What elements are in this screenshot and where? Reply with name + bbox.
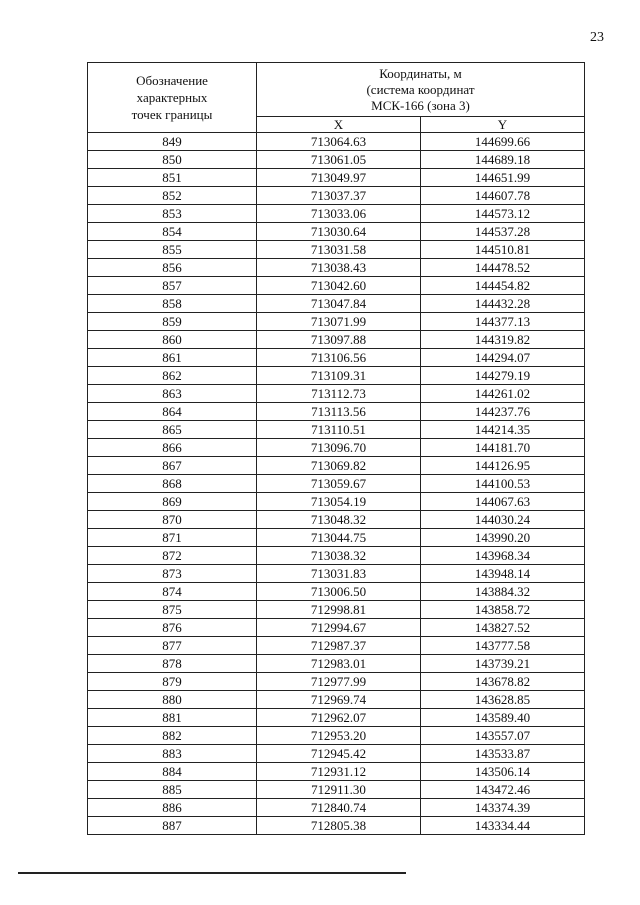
table-row <box>88 799 585 817</box>
point-number-cell: 849 <box>88 133 257 151</box>
x-coordinate-cell: 712911.30 <box>257 781 421 799</box>
y-coordinate-cell: 144454.82 <box>421 277 585 295</box>
x-coordinate-cell: 713061.05 <box>257 151 421 169</box>
table-row <box>88 313 585 331</box>
table-row <box>88 601 585 619</box>
x-coordinate-cell: 713048.32 <box>257 511 421 529</box>
x-coordinate-cell: 712994.67 <box>257 619 421 637</box>
x-coordinate-cell: 713071.99 <box>257 313 421 331</box>
point-number-cell: 850 <box>88 151 257 169</box>
point-number-cell: 876 <box>88 619 257 637</box>
point-number-cell: 874 <box>88 583 257 601</box>
coordinates-header <box>257 63 585 117</box>
y-coordinate-cell: 144294.07 <box>421 349 585 367</box>
table-row <box>88 295 585 313</box>
table-row <box>88 781 585 799</box>
point-number-cell: 878 <box>88 655 257 673</box>
y-coordinate-cell: 143777.58 <box>421 637 585 655</box>
x-coordinate-cell: 712805.38 <box>257 817 421 835</box>
y-coordinate-cell: 143589.40 <box>421 709 585 727</box>
y-coordinate-cell: 143506.14 <box>421 763 585 781</box>
table-row <box>88 691 585 709</box>
header-line: МСК-166 (зона 3) <box>371 97 470 113</box>
point-number-cell: 875 <box>88 601 257 619</box>
point-number-cell: 865 <box>88 421 257 439</box>
table-row <box>88 403 585 421</box>
point-number-cell: 877 <box>88 637 257 655</box>
point-number-cell: 856 <box>88 259 257 277</box>
table-row <box>88 457 585 475</box>
x-coordinate-cell: 713006.50 <box>257 583 421 601</box>
y-coordinate-cell: 144279.19 <box>421 367 585 385</box>
table-row <box>88 277 585 295</box>
table-row <box>88 331 585 349</box>
x-coordinate-cell: 712945.42 <box>257 745 421 763</box>
x-coordinate-cell: 712931.12 <box>257 763 421 781</box>
table-row <box>88 817 585 835</box>
point-number-cell: 854 <box>88 223 257 241</box>
point-number-cell: 864 <box>88 403 257 421</box>
y-coordinate-cell: 144181.70 <box>421 439 585 457</box>
point-number-cell: 859 <box>88 313 257 331</box>
x-coordinate-cell: 713054.19 <box>257 493 421 511</box>
table-row <box>88 619 585 637</box>
table-row <box>88 349 585 367</box>
x-coordinate-cell: 713059.67 <box>257 475 421 493</box>
point-number-cell: 872 <box>88 547 257 565</box>
table-row <box>88 439 585 457</box>
table-row <box>88 367 585 385</box>
x-coordinate-cell: 712998.81 <box>257 601 421 619</box>
point-number-cell: 852 <box>88 187 257 205</box>
point-number-cell: 883 <box>88 745 257 763</box>
y-coordinate-cell: 143827.52 <box>421 619 585 637</box>
y-coordinate-cell: 144689.18 <box>421 151 585 169</box>
point-number-cell: 867 <box>88 457 257 475</box>
table-row <box>88 385 585 403</box>
table-row <box>88 637 585 655</box>
table-row <box>88 565 585 583</box>
x-coordinate-cell: 713113.56 <box>257 403 421 421</box>
point-number-cell: 851 <box>88 169 257 187</box>
x-coordinate-cell: 713047.84 <box>257 295 421 313</box>
table-row <box>88 673 585 691</box>
point-number-cell: 881 <box>88 709 257 727</box>
y-coordinate-cell: 144510.81 <box>421 241 585 259</box>
coordinates-table <box>87 62 585 835</box>
x-coordinate-cell: 713110.51 <box>257 421 421 439</box>
table-row <box>88 763 585 781</box>
y-coordinate-cell: 144478.52 <box>421 259 585 277</box>
x-coordinate-cell: 713106.56 <box>257 349 421 367</box>
point-designation-header <box>88 63 257 133</box>
y-coordinate-cell: 144067.63 <box>421 493 585 511</box>
point-number-cell: 870 <box>88 511 257 529</box>
point-number-cell: 858 <box>88 295 257 313</box>
table-row <box>88 709 585 727</box>
point-number-cell: 866 <box>88 439 257 457</box>
x-coordinate-cell: 713033.06 <box>257 205 421 223</box>
point-number-cell: 860 <box>88 331 257 349</box>
y-coordinate-cell: 144651.99 <box>421 169 585 187</box>
x-coordinate-cell: 713044.75 <box>257 529 421 547</box>
x-coordinate-cell: 713038.43 <box>257 259 421 277</box>
y-coordinate-cell: 143884.32 <box>421 583 585 601</box>
point-number-cell: 879 <box>88 673 257 691</box>
y-coordinate-cell: 144537.28 <box>421 223 585 241</box>
x-coordinate-cell: 713031.58 <box>257 241 421 259</box>
table-header <box>88 63 585 133</box>
y-coordinate-cell: 144377.13 <box>421 313 585 331</box>
x-coordinate-cell: 713049.97 <box>257 169 421 187</box>
y-column-header: Y <box>421 117 585 133</box>
point-number-cell: 862 <box>88 367 257 385</box>
point-number-cell: 855 <box>88 241 257 259</box>
x-column-header: X <box>257 117 421 133</box>
table-row <box>88 655 585 673</box>
y-coordinate-cell: 144699.66 <box>421 133 585 151</box>
table-body <box>88 133 585 835</box>
table-row <box>88 493 585 511</box>
point-number-cell: 880 <box>88 691 257 709</box>
table-row <box>88 223 585 241</box>
table-row <box>88 241 585 259</box>
x-coordinate-cell: 712953.20 <box>257 727 421 745</box>
y-coordinate-cell: 143739.21 <box>421 655 585 673</box>
point-number-cell: 871 <box>88 529 257 547</box>
y-coordinate-cell: 143858.72 <box>421 601 585 619</box>
x-coordinate-cell: 712983.01 <box>257 655 421 673</box>
x-coordinate-cell: 713097.88 <box>257 331 421 349</box>
x-coordinate-cell: 713030.64 <box>257 223 421 241</box>
y-coordinate-cell: 143533.87 <box>421 745 585 763</box>
table-row <box>88 475 585 493</box>
table-row <box>88 151 585 169</box>
y-coordinate-cell: 144214.35 <box>421 421 585 439</box>
y-coordinate-cell: 143557.07 <box>421 727 585 745</box>
x-coordinate-cell: 712969.74 <box>257 691 421 709</box>
table-row <box>88 259 585 277</box>
y-coordinate-cell: 144607.78 <box>421 187 585 205</box>
table-row <box>88 745 585 763</box>
point-number-cell: 885 <box>88 781 257 799</box>
point-number-cell: 882 <box>88 727 257 745</box>
x-coordinate-cell: 713031.83 <box>257 565 421 583</box>
header-line: Обозначение <box>136 73 208 88</box>
x-coordinate-cell: 713064.63 <box>257 133 421 151</box>
table-row <box>88 583 585 601</box>
y-coordinate-cell: 144030.24 <box>421 511 585 529</box>
x-coordinate-cell: 712962.07 <box>257 709 421 727</box>
point-number-cell: 853 <box>88 205 257 223</box>
y-coordinate-cell: 144126.95 <box>421 457 585 475</box>
table-row <box>88 727 585 745</box>
x-coordinate-cell: 713112.73 <box>257 385 421 403</box>
footer-divider <box>18 872 406 874</box>
y-coordinate-cell: 143678.82 <box>421 673 585 691</box>
x-coordinate-cell: 713038.32 <box>257 547 421 565</box>
table-row <box>88 511 585 529</box>
x-coordinate-cell: 713037.37 <box>257 187 421 205</box>
point-number-cell: 861 <box>88 349 257 367</box>
y-coordinate-cell: 144573.12 <box>421 205 585 223</box>
x-coordinate-cell: 713109.31 <box>257 367 421 385</box>
table-row <box>88 547 585 565</box>
point-number-cell: 873 <box>88 565 257 583</box>
table-row <box>88 133 585 151</box>
header-line: точек границы <box>131 107 213 122</box>
point-number-cell: 884 <box>88 763 257 781</box>
x-coordinate-cell: 712987.37 <box>257 637 421 655</box>
y-coordinate-cell: 144432.28 <box>421 295 585 313</box>
y-coordinate-cell: 143990.20 <box>421 529 585 547</box>
page-number: 23 <box>590 30 604 45</box>
point-number-cell: 869 <box>88 493 257 511</box>
y-coordinate-cell: 143628.85 <box>421 691 585 709</box>
header-line: характерных <box>136 90 208 105</box>
point-number-cell: 887 <box>88 817 257 835</box>
y-coordinate-cell: 143948.14 <box>421 565 585 583</box>
y-coordinate-cell: 143334.44 <box>421 817 585 835</box>
x-coordinate-cell: 712840.74 <box>257 799 421 817</box>
y-coordinate-cell: 144261.02 <box>421 385 585 403</box>
point-number-cell: 868 <box>88 475 257 493</box>
header-line: Координаты, м <box>379 65 462 81</box>
table-row <box>88 529 585 547</box>
table-row <box>88 205 585 223</box>
y-coordinate-cell: 143968.34 <box>421 547 585 565</box>
header-line: (система координат <box>366 81 475 97</box>
y-coordinate-cell: 143374.39 <box>421 799 585 817</box>
x-coordinate-cell: 712977.99 <box>257 673 421 691</box>
y-coordinate-cell: 143472.46 <box>421 781 585 799</box>
y-coordinate-cell: 144100.53 <box>421 475 585 493</box>
y-coordinate-cell: 144319.82 <box>421 331 585 349</box>
x-coordinate-cell: 713069.82 <box>257 457 421 475</box>
point-number-cell: 857 <box>88 277 257 295</box>
point-number-cell: 886 <box>88 799 257 817</box>
table-row <box>88 421 585 439</box>
x-coordinate-cell: 713042.60 <box>257 277 421 295</box>
y-coordinate-cell: 144237.76 <box>421 403 585 421</box>
point-number-cell: 863 <box>88 385 257 403</box>
table-row <box>88 169 585 187</box>
table-row <box>88 187 585 205</box>
x-coordinate-cell: 713096.70 <box>257 439 421 457</box>
